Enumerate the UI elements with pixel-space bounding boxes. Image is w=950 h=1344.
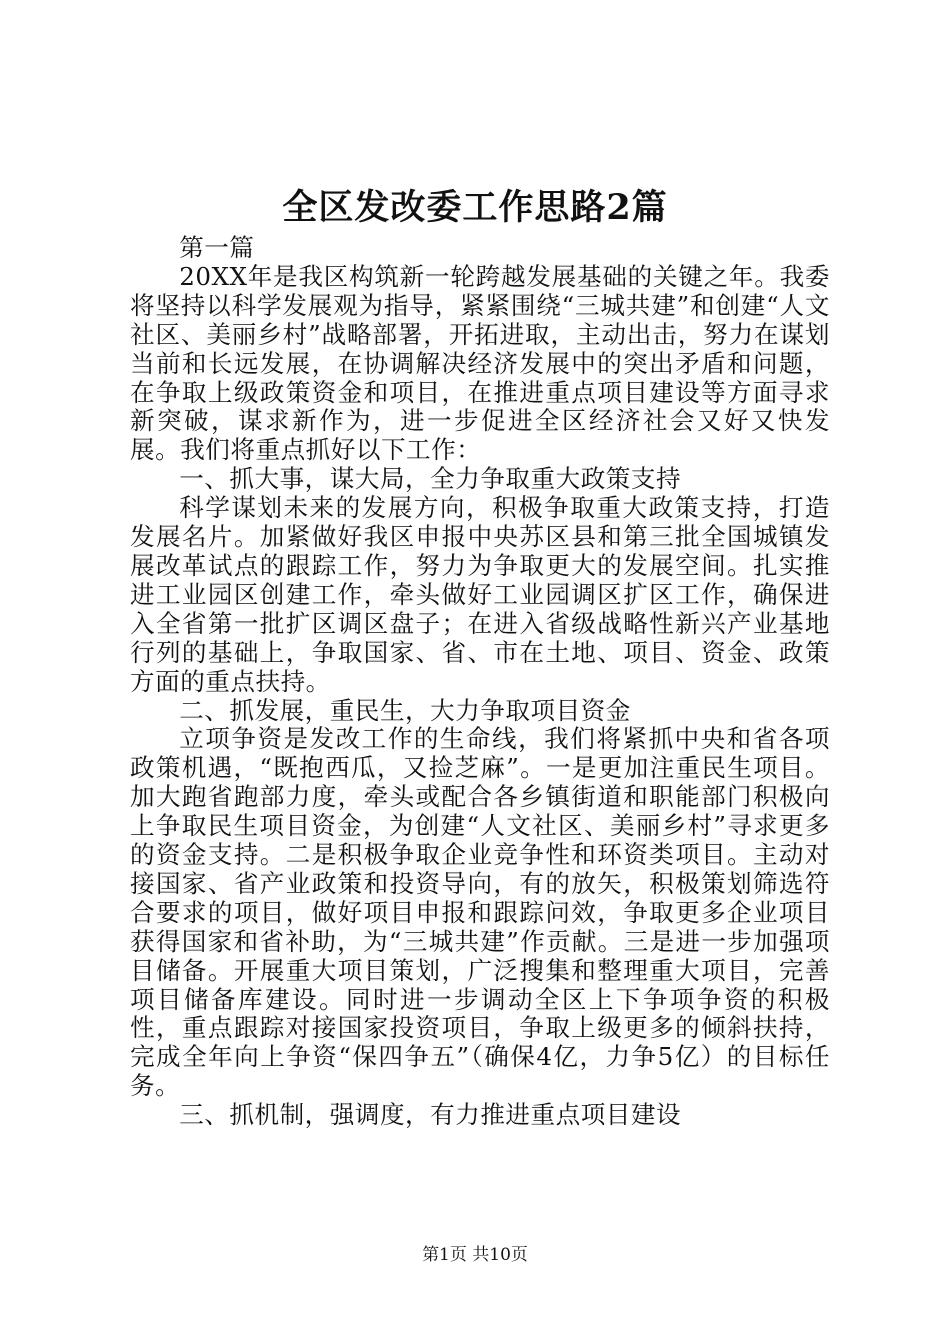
section-heading-2: 二、抓发展，重民生，大力争取项目资金 <box>179 695 631 725</box>
document-title: 全区发改委工作思路2篇 <box>282 187 668 228</box>
section-heading-1: 一、抓大事，谋大局，全力争取重大政策支持 <box>179 464 682 494</box>
intro-paragraph: 20XX年是我区构筑新一轮跨越发展基础的关键之年。我委将坚持以科学发展观为指导，紧紧围绕“三城共建”和创建“人文社区、美丽乡村”战略部署，开拓进取，主动出击，努力在谋划当前和长远发展，在协调解决经济发展中的突出矛盾和问题，在争取上级政策资金和项目，在推进重点项目建设等方面寻求新突破，谋求新作为，进一步促进全区经济社会又好又快发展。我们将重点抓好以下工作： <box>130 261 830 465</box>
body-paragraph-1: 科学谋划未来的发展方向，积极争取重大政策支持，打造发展名片。加紧做好我区申报中央苏区县和第三批全国城镇发展改革试点的跟踪工作，努力为争取更大的发展空间。扎实推进工业园区创建工作，牵头做好工业园调区扩区工作，确保进入全省第一批扩区调区盘子；在进入省级战略性新兴产业基地行列的基础上，争取国家、省、市在土地、项目、资金、政策方面的重点扶持。 <box>130 493 830 696</box>
section-heading-3: 三、抓机制，强调度，有力推进重点项目建设 <box>179 1100 682 1130</box>
document-body <box>130 234 830 1130</box>
section-heading-first: 第一篇 <box>179 233 255 262</box>
page-footer: 第1页 共10页 <box>422 1245 528 1265</box>
body-paragraph-2: 立项争资是发改工作的生命线，我们将紧抓中央和省各项政策机遇，“既抱西瓜，又捡芝麻”。一是更加注重民生项目。加大跑省跑部力度，牵头或配合各乡镇街道和职能部门积极向上争取民生项目资金，为创建“人文社区、美丽乡村”寻求更多的资金支持。二是积极争取企业竞争性和环资类项目。主动对接国家、省产业政策和投资导向，有的放矢，积极策划筛选符合要求的项目，做好项目申报和跟踪问效，争取更多企业项目获得国家和省补助，为“三城共建”作贡献。三是进一步加强项目储备。开展重大项目策划，广泛搜集和整理重大项目，完善项目储备库建设。同时进一步调动全区上下争项争资的积极性，重点跟踪对接国家投资项目，争取上级更多的倾斜扶持，完成全年向上争资“保四争五”（确保4亿，力争5亿）的目标任务。 <box>130 724 830 1101</box>
